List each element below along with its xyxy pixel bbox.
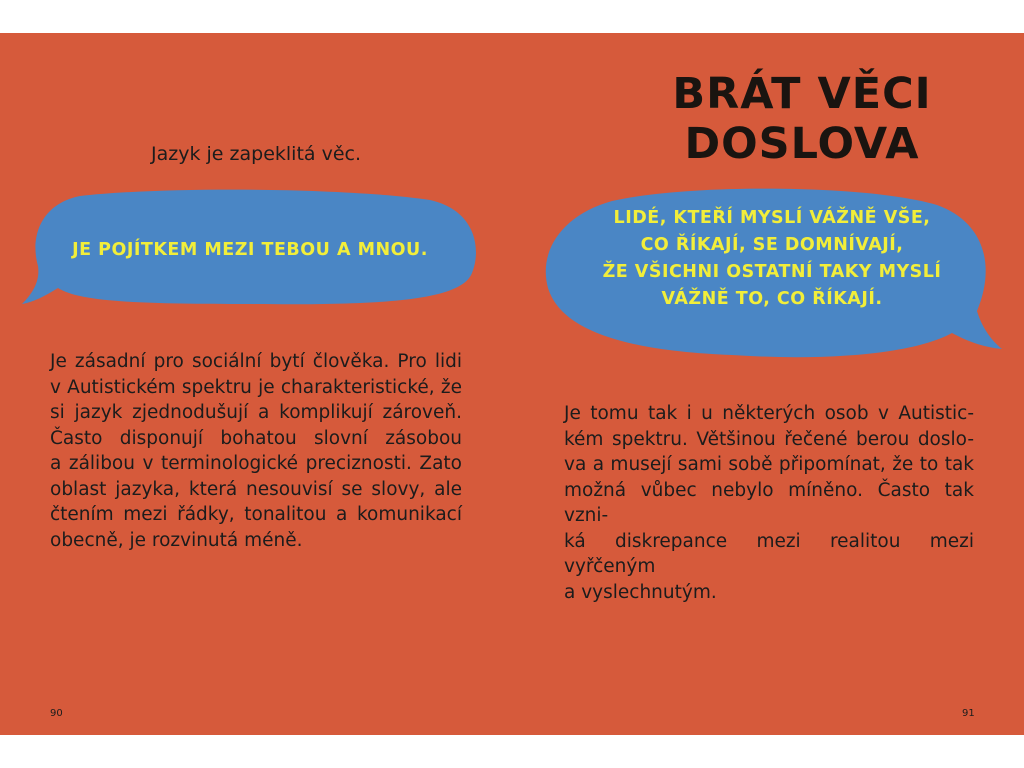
book-spread [0, 33, 1024, 735]
intro-text: Jazyk je zapeklitá věc. [151, 143, 361, 165]
bubble-line: ŽE VŠICHNI OSTATNÍ TAKY MYSLÍ [602, 262, 942, 282]
body-line: obecně, je rozvinutá méně. [50, 529, 303, 551]
chapter-heading [602, 69, 1002, 169]
page-number-left: 90 [50, 708, 63, 719]
bubble-line: CO ŘÍKAJÍ, SE DOMNÍVAJÍ, [640, 235, 904, 255]
bubble-line: VÁŽNĚ TO, CO ŘÍKAJÍ. [661, 289, 883, 309]
right-body-text [564, 401, 974, 605]
bubble-text: JE POJÍTKEM MEZI TEBOU A MNOU. [72, 240, 428, 260]
body-line: Je tomu tak i u některých osob v Autistic- [564, 403, 974, 424]
left-body-text [50, 349, 462, 553]
bubble-text [542, 205, 1002, 313]
speech-bubble-right [542, 183, 1002, 368]
body-line: va a musejí sami sobě připomínat, že to tak [564, 454, 974, 475]
bubble-line: LIDÉ, KTEŘÍ MYSLÍ VÁŽNĚ VŠE, [613, 208, 931, 228]
body-line: a vyslechnutým. [564, 581, 717, 603]
body-line: oblast jazyka, která nesouvisí se slovy, ale [50, 478, 462, 500]
body-line: ká diskrepance mezi realitou mezi vyřčeným [564, 530, 974, 577]
body-line: Často disponují bohatou slovní zásobou [50, 427, 462, 449]
left-page [0, 33, 512, 735]
body-line: možná vůbec nebylo míněno. Často tak vzni- [564, 479, 974, 526]
speech-bubble-left [20, 188, 480, 308]
body-line: kém spektru. Většinou řečené berou doslo- [564, 428, 974, 450]
right-page [512, 33, 1024, 735]
body-line: Je zásadní pro sociální bytí člověka. Pro lidi [50, 351, 462, 372]
heading-line: BRÁT VĚCI [672, 69, 932, 119]
heading-line: DOSLOVA [684, 119, 920, 169]
body-line: a zálibou v terminologické preciznosti. Zato [50, 453, 462, 474]
body-line: si jazyk zjednodušují a komplikují zároveň. [50, 402, 462, 423]
page-number-right: 91 [962, 708, 975, 719]
body-line: čtením mezi řádky, tonalitou a komunikací [50, 504, 462, 525]
body-line: v Autistickém spektru je charakteristické, že [50, 376, 462, 398]
